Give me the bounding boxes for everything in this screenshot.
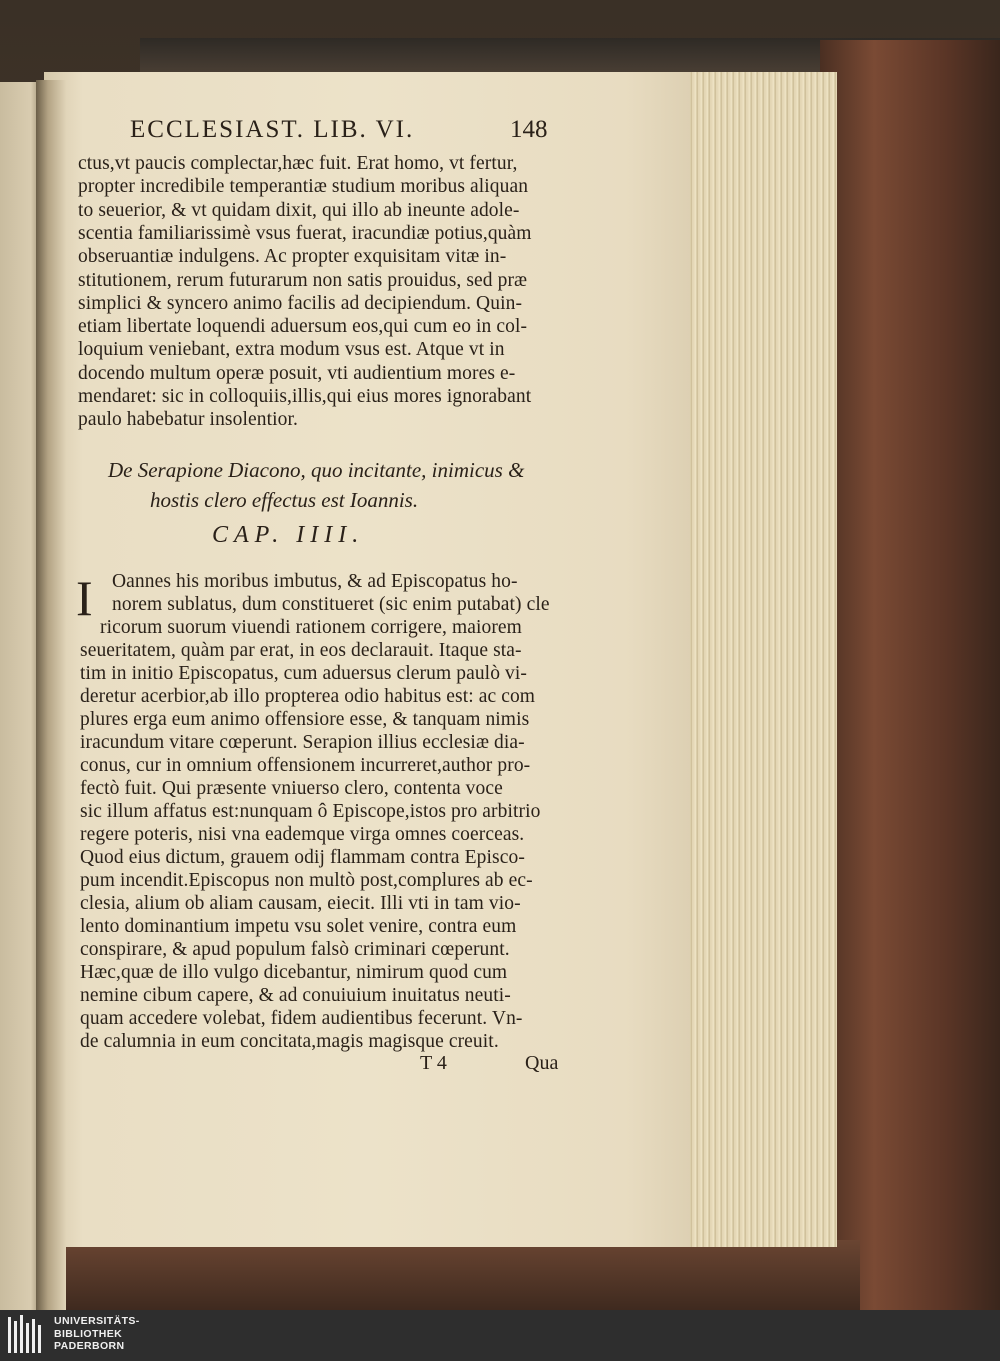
text-line: docendo multum operæ posuit, vti audientium mores e- <box>78 362 516 384</box>
book-cover-bottom-edge <box>60 1240 860 1310</box>
chapter-title-line: hostis clero effectus est Ioannis. <box>150 488 419 512</box>
text-line: ctus,vt paucis complectar,hæc fuit. Erat homo, vt fertur, <box>78 153 518 174</box>
text-line: fectò fuit. Qui præsente vniuerso clero, contenta voce <box>80 778 503 799</box>
catchword: Qua <box>525 1052 559 1074</box>
text-line: sic illum affatus est:nunquam ô Episcope,istos pro arbitrio <box>80 801 541 822</box>
text-line: Quod eius dictum, grauem odij flammam contra Episco- <box>80 847 525 868</box>
text-line: plures erga eum animo offensiore esse, & tanquam nimis <box>80 709 530 730</box>
text-line: seueritatem, quàm par erat, in eos declarauit. Itaque sta- <box>80 640 522 661</box>
book-cover-right-edge <box>820 40 1000 1310</box>
text-line: clesia, alium ob aliam causam, eiecit. Illi vti in tam vio- <box>80 893 521 914</box>
chapter-number: CAP. IIII. <box>212 522 365 548</box>
text-line: paulo habebatur insolentior. <box>78 409 298 431</box>
book-gutter <box>36 80 66 1310</box>
text-line: quam accedere volebat, fidem audientibus fecerunt. Vn- <box>80 1008 523 1029</box>
text-line: conspirare, & apud populum falsò criminari cœperunt. <box>80 939 510 960</box>
drop-cap: I <box>76 570 93 626</box>
page-number: 148 <box>510 116 548 143</box>
text-line: de calumnia in eum concitata,magis magisque creuit. <box>80 1031 499 1052</box>
text-line: scentia familiarissimè vsus fuerat, iracundiæ potius,quàm <box>78 222 532 244</box>
text-line: deretur acerbior,ab illo propterea odio habitus est: ac com <box>80 686 536 707</box>
text-line: conus, cur in omnium offensionem incurreret,author pro- <box>80 755 531 776</box>
text-line: etiam libertate loquendi aduersum eos,qui cum eo in col- <box>78 316 528 338</box>
text-line: regere poteris, nisi vna eademque virga omnes coerceas. <box>80 824 525 845</box>
text-line: pum incendit.Episcopus non multò post,complures ab ec- <box>80 870 533 891</box>
text-line: Hæc,quæ de illo vulgo dicebantur, nimirum quod cum <box>80 962 508 983</box>
text-line: mendaret: sic in colloquiis,illis,qui eius mores ignorabant <box>78 386 532 407</box>
text-line: Oannes his moribus imbutus, & ad Episcopatus ho- <box>112 571 518 592</box>
text-line: to seuerior, & vt quidam dixit, qui illo ab ineunte adole- <box>78 199 520 221</box>
text-line: simplici & syncero animo facilis ad decipiendum. Quin- <box>78 292 523 314</box>
text-line: propter incredibile temperantiæ studium moribus aliquan <box>78 176 529 198</box>
page-fore-edge <box>685 72 837 1247</box>
running-head: ECCLESIAST. LIB. VI. <box>130 116 415 143</box>
library-name <box>54 1315 140 1353</box>
text-line: tim in initio Episcopatus, cum aduersus clerum paulò vi- <box>80 663 527 684</box>
text-line: iracundum vitare cœperunt. Serapion illius ecclesiæ dia- <box>80 732 525 753</box>
text-line: loquium veniebant, extra modum vsus est. Atque vt in <box>78 339 505 361</box>
text-line: ricorum suorum viuendi rationem corrigere, maiorem <box>100 617 522 638</box>
text-line: lento dominantium impetu vsu solet venire, contra eum <box>80 916 517 937</box>
signature-mark: T 4 <box>420 1052 447 1074</box>
text-line: stitutionem, rerum futurarum non satis prouidus, sed præ <box>78 269 528 291</box>
library-name-line: PADERBORN <box>54 1340 125 1352</box>
library-footer <box>0 1310 1000 1361</box>
text-line: obseruantiæ indulgens. Ac propter exquisitam vitæ in- <box>78 246 507 268</box>
library-name-line: UNIVERSITÄTS- <box>54 1315 140 1327</box>
library-logo-icon <box>6 1313 46 1357</box>
text-line: norem sublatus, dum constitueret (sic enim putabat) cle <box>112 594 550 615</box>
text-line: nemine cibum capere, & ad conuiuium inuitatus neuti- <box>80 985 511 1006</box>
chapter-title-line: De Serapione Diacono, quo incitante, inimicus & <box>108 458 525 482</box>
library-name-line: BIBLIOTHEK <box>54 1327 123 1340</box>
